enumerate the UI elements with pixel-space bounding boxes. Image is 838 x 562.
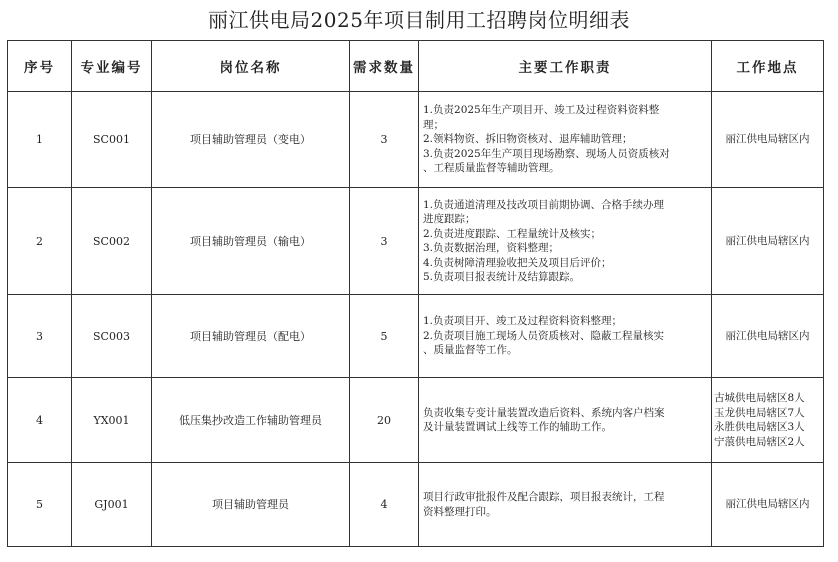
header-duties: 主要工作职责 <box>419 41 712 92</box>
location-line: 丽江供电局辖区内 <box>725 133 810 146</box>
duty-line: 、质量监督等工作。 <box>423 344 518 357</box>
recruitment-table <box>7 40 824 547</box>
duty-line: 5.负责项目报表统计及结算跟踪。 <box>423 271 581 283</box>
header-location: 工作地点 <box>712 41 824 92</box>
cell-quantity: 20 <box>350 378 419 463</box>
cell-position: 项目辅助管理员 <box>152 463 350 547</box>
cell-position: 项目辅助管理员（变电） <box>152 92 350 188</box>
cell-code: GJ001 <box>72 463 152 547</box>
duty-line: 2.负责进度跟踪、工程量统计及核实； <box>423 227 602 240</box>
duty-line: 3.负责2025年生产项目现场勘察、现场人员资质核对 <box>423 147 670 160</box>
cell-duties <box>419 188 712 295</box>
table-row <box>8 188 824 295</box>
cell-quantity: 4 <box>350 463 419 547</box>
cell-quantity: 3 <box>350 188 419 295</box>
duty-line: 1.负责2025年生产项目开、竣工及过程资料资料整 <box>423 104 660 117</box>
cell-duties <box>419 378 712 463</box>
duty-line: 3.负责数据治理，资料整理； <box>423 242 560 254</box>
location-line: 古城供电局辖区8人 <box>714 392 805 404</box>
duty-line: 2.负责项目施工现场人员资质核对、隐蔽工程量核实 <box>423 329 665 342</box>
cell-location <box>712 463 824 547</box>
table-row <box>8 463 824 547</box>
header-code: 专业编号 <box>72 41 152 92</box>
header-index: 序号 <box>8 41 72 92</box>
cell-index: 2 <box>8 188 72 295</box>
header-quantity: 需求数量 <box>350 41 419 92</box>
duty-line: 进度跟踪； <box>423 213 476 225</box>
cell-position: 项目辅助管理员（配电） <box>152 295 350 378</box>
cell-position: 低压集抄改造工作辅助管理员 <box>152 378 350 463</box>
cell-code: SC003 <box>72 295 152 378</box>
duty-line: 2.领料物资、拆旧物资核对、退库辅助管理； <box>423 133 633 146</box>
table-row <box>8 92 824 188</box>
cell-index: 3 <box>8 295 72 378</box>
duty-line: 1.负责通道清理及技改项目前期协调、合格手续办理 <box>423 198 665 211</box>
location-line: 玉龙供电局辖区7人 <box>714 406 805 419</box>
cell-quantity: 5 <box>350 295 419 378</box>
page-title: 丽江供电局2025年项目制用工招聘岗位明细表 <box>208 8 630 32</box>
duty-line: 项目行政审批报件及配合跟踪，项目报表统计，工程 <box>423 491 665 503</box>
table-row <box>8 295 824 378</box>
cell-location <box>712 295 824 378</box>
cell-location <box>712 188 824 295</box>
duty-line: 负责收集专变计量装置改造后资料、系统内客户档案 <box>423 406 665 419</box>
cell-code: YX001 <box>72 378 152 463</box>
cell-index: 4 <box>8 378 72 463</box>
table-row <box>8 378 824 463</box>
duty-line: 及计量装置调试上线等工作的辅助工作。 <box>423 421 612 433</box>
header-row <box>8 41 824 92</box>
duty-line: 1.负责项目开、竣工及过程资料资料整理； <box>423 315 623 328</box>
duty-line: 、工程质量监督等辅助管理。 <box>423 162 560 175</box>
cell-index: 1 <box>8 92 72 188</box>
cell-location <box>712 92 824 188</box>
location-line: 丽江供电局辖区内 <box>725 234 810 247</box>
cell-position: 项目辅助管理员（输电） <box>152 188 350 295</box>
header-position: 岗位名称 <box>152 41 350 92</box>
location-line: 丽江供电局辖区内 <box>725 329 810 342</box>
cell-location <box>712 378 824 463</box>
cell-code: SC002 <box>72 188 152 295</box>
cell-code: SC001 <box>72 92 152 188</box>
cell-quantity: 3 <box>350 92 419 188</box>
location-line: 丽江供电局辖区内 <box>725 498 810 511</box>
location-line: 永胜供电局辖区3人 <box>714 421 805 433</box>
cell-duties <box>419 463 712 547</box>
cell-index: 5 <box>8 463 72 547</box>
cell-duties <box>419 295 712 378</box>
cell-duties <box>419 92 712 188</box>
duty-line: 4.负责树障清理验收把关及项目后评价； <box>423 256 612 269</box>
location-line: 宁蒗供电局辖区2人 <box>714 435 805 448</box>
duty-line: 资料整理打印。 <box>423 505 497 518</box>
duty-line: 理； <box>423 118 444 131</box>
